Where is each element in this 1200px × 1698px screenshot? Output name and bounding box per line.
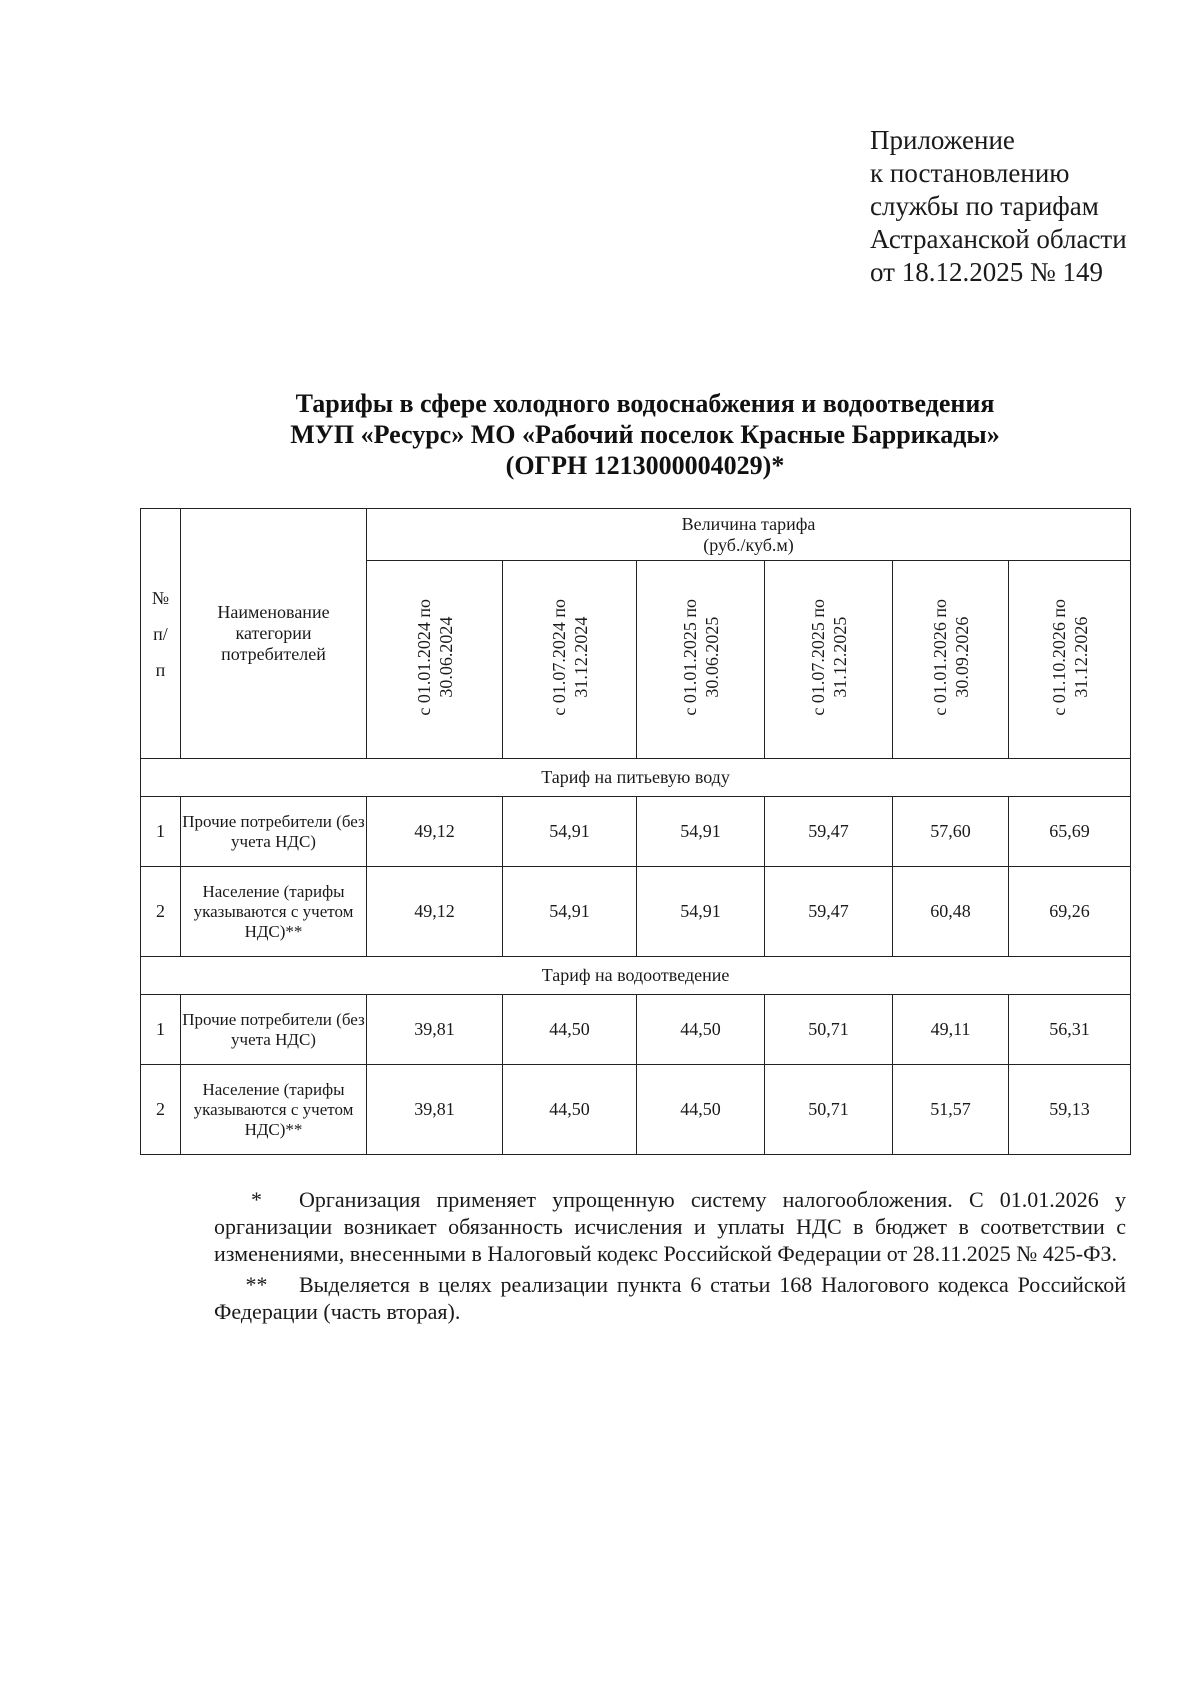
appendix-block	[870, 124, 1127, 289]
period-label	[413, 599, 457, 716]
number-header-part: п/	[153, 623, 168, 644]
tariff-value: 59,47	[765, 867, 893, 957]
tariff-value: 51,57	[893, 1065, 1009, 1155]
tariff-header-unit: (руб./куб.м)	[703, 534, 794, 555]
tariff-value: 50,71	[765, 995, 893, 1065]
period-header	[893, 561, 1009, 759]
tariff-value: 56,31	[1009, 995, 1131, 1065]
title-line: Тарифы в сфере холодного водоснабжения и водоотведения	[295, 389, 995, 418]
category-header: Наименование категории потребителей	[181, 509, 367, 759]
tariff-value: 44,50	[503, 995, 637, 1065]
footnote	[214, 1271, 1126, 1325]
tariff-value: 69,26	[1009, 867, 1131, 957]
row-category: Прочие потребители (без учета НДС)	[181, 995, 367, 1065]
period-to: 31.12.2024	[570, 616, 591, 698]
tariff-value: 49,12	[367, 797, 503, 867]
footnote-text: Организация применяет упрощенную систему налогообложения. С 01.01.2026 у организации возникает обязанность исчисления и уплаты НДС в бюджет в соответствии с изменениями, внесенными в Налоговый кодекс Российской Федерации от 28.11.2025 № 425-ФЗ.	[214, 1187, 1126, 1266]
period-from: с 01.07.2024 по	[548, 598, 569, 716]
tariff-value: 60,48	[893, 867, 1009, 957]
period-to: 30.09.2026	[951, 616, 972, 698]
period-to: 30.06.2024	[435, 616, 456, 698]
period-header	[367, 561, 503, 759]
table-row	[141, 1065, 1131, 1155]
period-to: 31.12.2025	[829, 616, 850, 698]
period-from: с 01.01.2026 по	[929, 598, 950, 716]
appendix-line: к постановлению	[870, 158, 1070, 188]
period-label	[1048, 599, 1092, 716]
row-category: Население (тарифы указываются с учетом НДС)**	[181, 1065, 367, 1155]
period-header	[1009, 561, 1131, 759]
period-to: 30.06.2025	[701, 616, 722, 698]
tariff-value: 44,50	[503, 1065, 637, 1155]
period-from: с 01.10.2026 по	[1048, 598, 1069, 716]
table-row	[141, 797, 1131, 867]
tariff-value: 54,91	[637, 867, 765, 957]
tariff-value: 39,81	[367, 995, 503, 1065]
appendix-line: Приложение	[870, 125, 1015, 155]
footnotes	[214, 1186, 1126, 1329]
tariff-value: 50,71	[765, 1065, 893, 1155]
number-header	[141, 509, 181, 759]
tariff-value: 54,91	[503, 797, 637, 867]
appendix-line: от 18.12.2025 № 149	[870, 257, 1103, 287]
section-title: Тариф на водоотведение	[141, 957, 1131, 995]
table-row	[141, 867, 1131, 957]
tariff-header-title: Величина тарифа	[681, 513, 816, 534]
row-number: 1	[141, 797, 181, 867]
number-header-part: п	[155, 659, 166, 680]
tariff-value: 49,11	[893, 995, 1009, 1065]
tariff-value: 44,50	[637, 995, 765, 1065]
period-from: с 01.01.2025 по	[679, 598, 700, 716]
title-line: МУП «Ресурс» МО «Рабочий поселок Красные Баррикады»	[290, 420, 1000, 449]
period-header	[637, 561, 765, 759]
row-number: 2	[141, 867, 181, 957]
tariff-value: 65,69	[1009, 797, 1131, 867]
period-header	[765, 561, 893, 759]
period-label	[548, 599, 592, 716]
tariff-table	[140, 508, 1131, 1155]
document-title	[230, 388, 1060, 481]
table-row	[141, 995, 1131, 1065]
row-category: Население (тарифы указываются с учетом НДС)**	[181, 867, 367, 957]
footnote-text: Выделяется в целях реализации пункта 6 статьи 168 Налогового кодекса Российской Федерации (часть вторая).	[214, 1272, 1126, 1324]
tariff-value: 59,13	[1009, 1065, 1131, 1155]
period-label	[807, 599, 851, 716]
footnote-marker: *	[251, 1187, 262, 1212]
tariff-value: 54,91	[503, 867, 637, 957]
period-from: с 01.01.2024 по	[413, 598, 434, 716]
tariff-value: 54,91	[637, 797, 765, 867]
period-header	[503, 561, 637, 759]
period-label	[929, 599, 973, 716]
tariff-value-header	[367, 509, 1131, 561]
row-number: 1	[141, 995, 181, 1065]
tariff-value: 57,60	[893, 797, 1009, 867]
period-from: с 01.07.2025 по	[807, 598, 828, 716]
tariff-value: 44,50	[637, 1065, 765, 1155]
tariff-value: 39,81	[367, 1065, 503, 1155]
appendix-line: Астраханской области	[870, 224, 1127, 254]
footnote	[214, 1186, 1126, 1267]
row-category: Прочие потребители (без учета НДС)	[181, 797, 367, 867]
footnote-marker: **	[245, 1272, 268, 1297]
appendix-line: службы по тарифам	[870, 191, 1099, 221]
section-title: Тариф на питьевую воду	[141, 759, 1131, 797]
period-label	[679, 599, 723, 716]
row-number: 2	[141, 1065, 181, 1155]
tariff-value: 49,12	[367, 867, 503, 957]
number-header-part: №	[151, 587, 170, 608]
period-to: 31.12.2026	[1070, 616, 1091, 698]
title-line: (ОГРН 1213000004029)*	[505, 451, 785, 480]
tariff-value: 59,47	[765, 797, 893, 867]
